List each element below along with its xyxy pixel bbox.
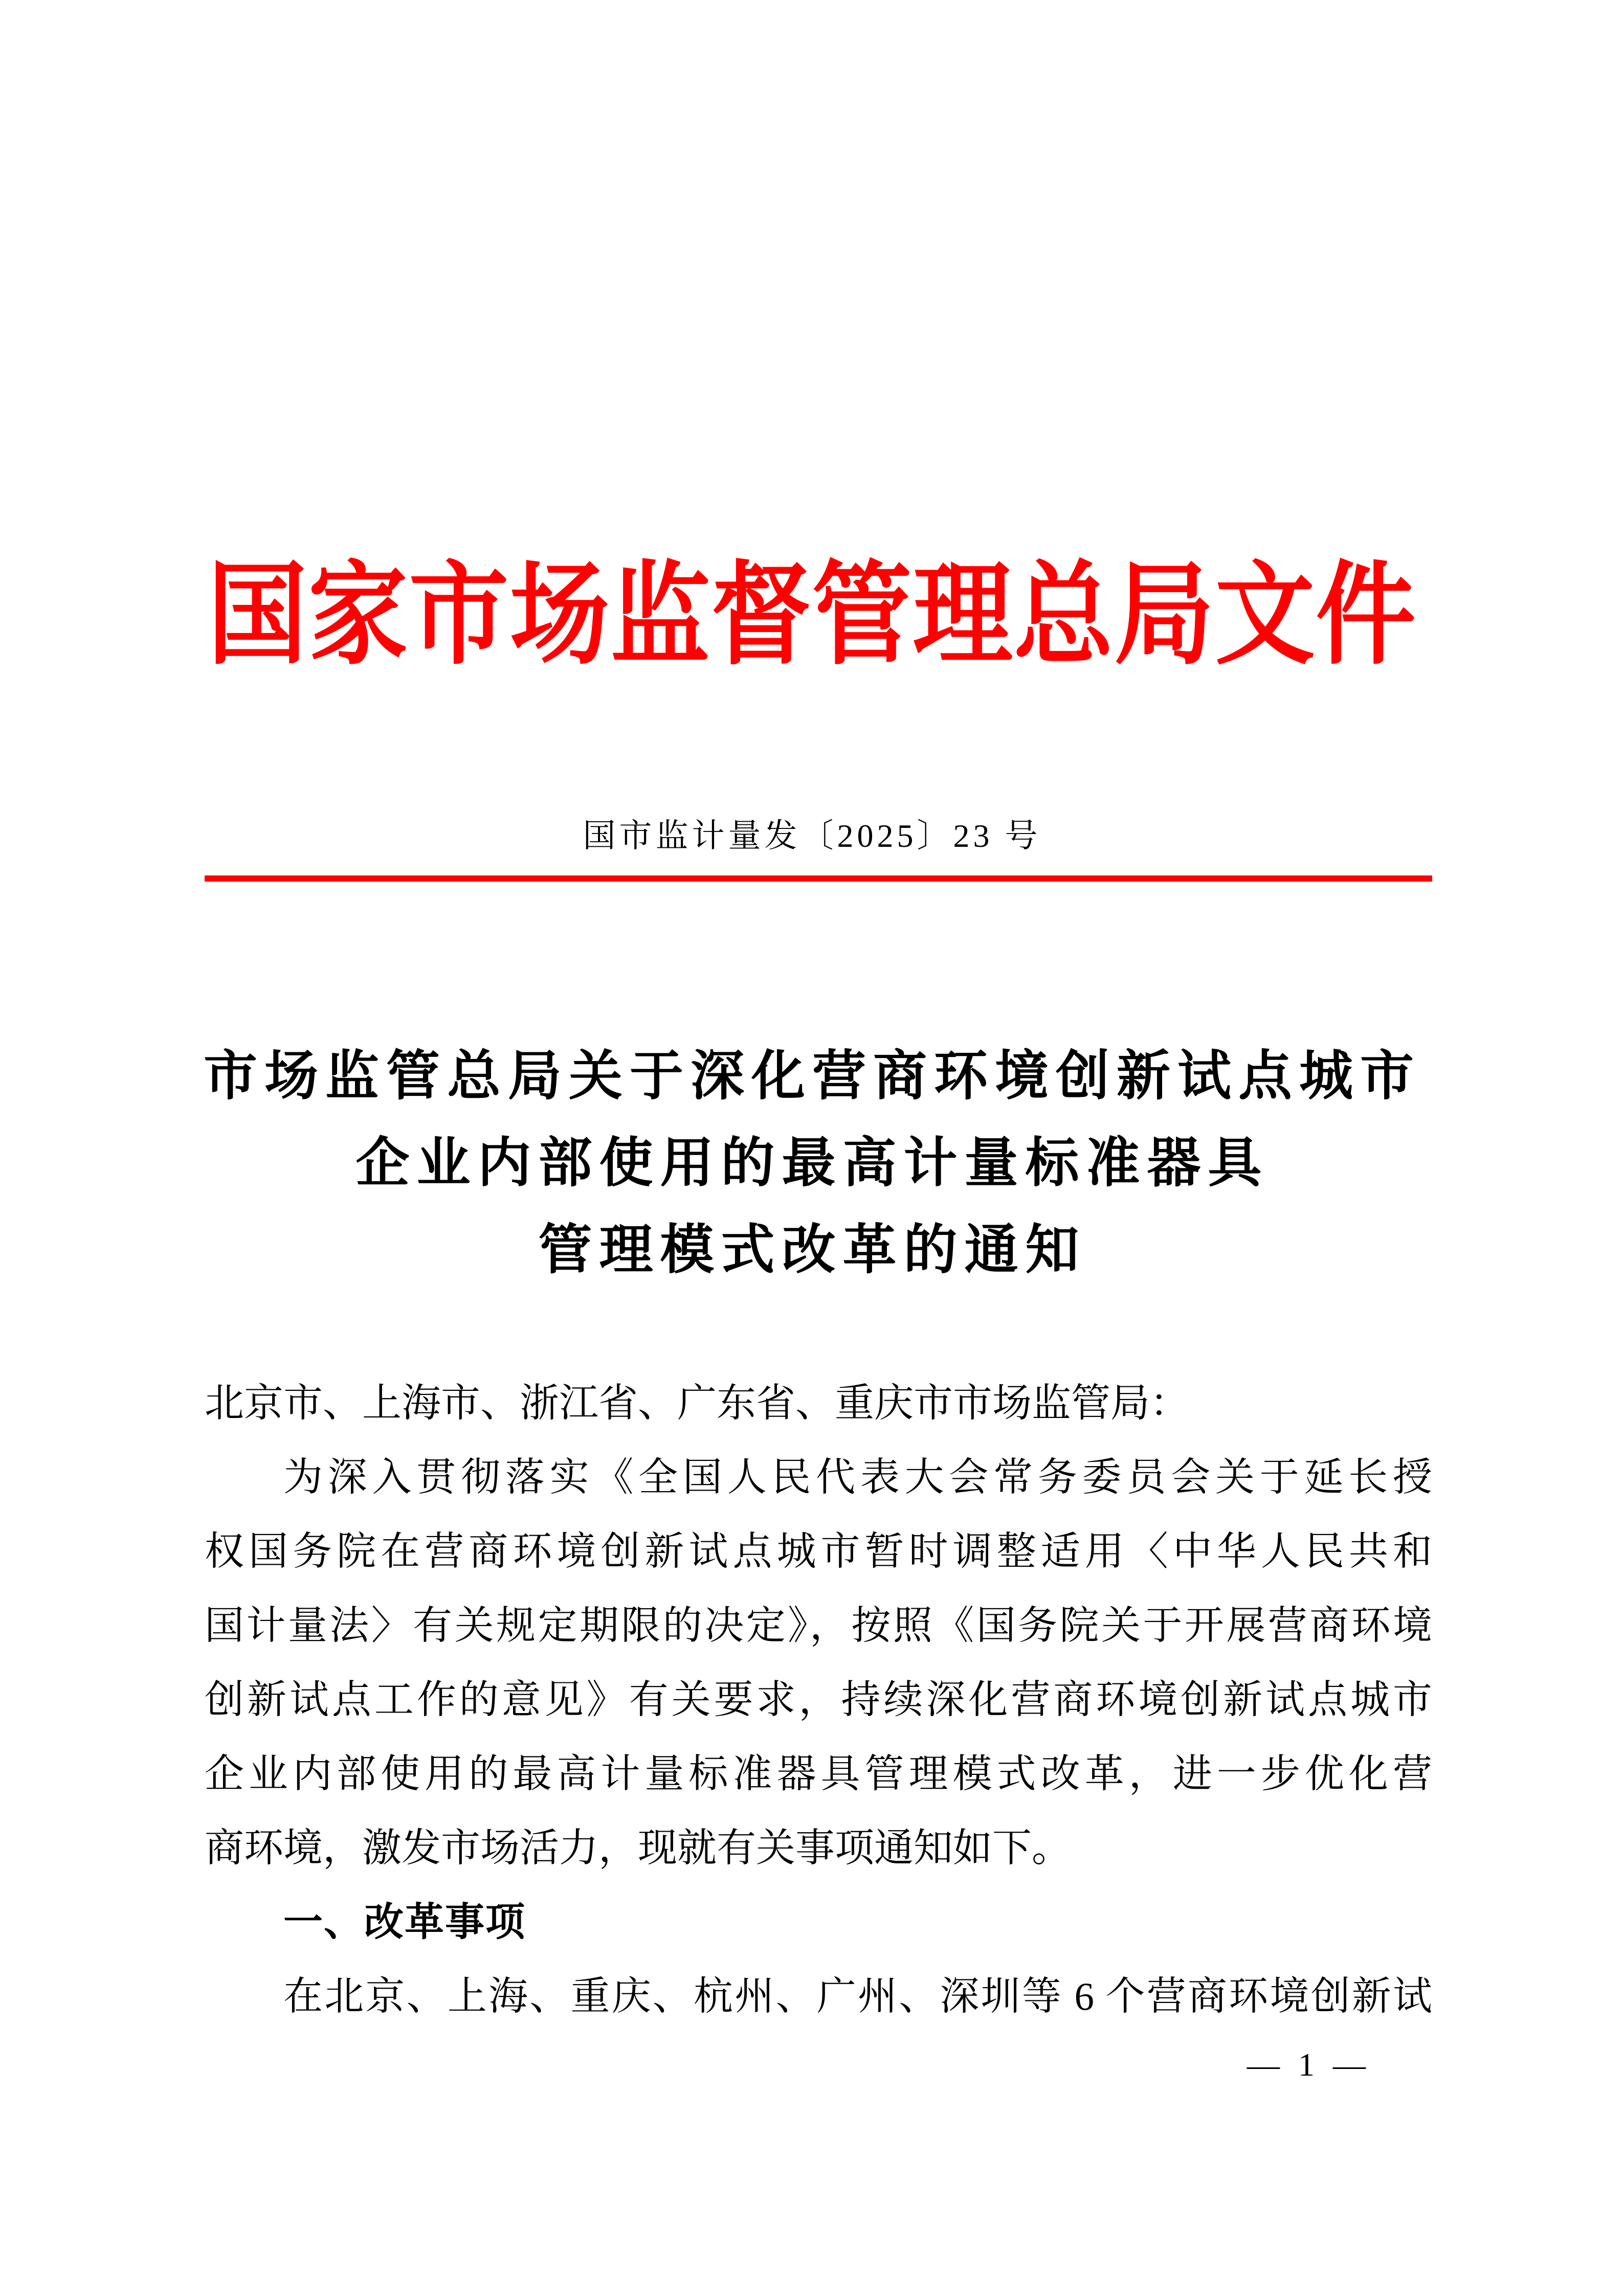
agency-letterhead-title: 国家市场监督管理总局文件 [207, 554, 1417, 678]
paragraph-1-line-5: 企业内部使用的最高计量标准器具管理模式改革，进一步优化营 [205, 1752, 1432, 1796]
red-divider-rule [205, 875, 1432, 882]
addressee-line: 北京市、上海市、浙江省、广东省、重庆市市场监管局： [205, 1381, 1189, 1425]
document-title-line-1: 市场监管总局关于深化营商环境创新试点城市 [203, 1046, 1421, 1106]
paragraph-1-line-2: 权国务院在营商环境创新试点城市暂时调整适用〈中华人民共和 [205, 1529, 1432, 1573]
document-title-line-3: 管理模式改革的通知 [538, 1220, 1086, 1280]
paragraph-1-line-1: 为深入贯彻落实《全国人民代表大会常务委员会关于延长授 [283, 1455, 1432, 1499]
document-reference-number: 国市监计量发〔2025〕23 号 [583, 818, 1041, 854]
document-body [205, 1366, 1432, 2034]
paragraph-1-line-3: 国计量法〉有关规定期限的决定》，按照《国务院关于开展营商环境 [205, 1604, 1432, 1648]
page-number: — 1 — [1247, 2046, 1371, 2083]
document-title-line-2: 企业内部使用的最高计量标准器具 [355, 1133, 1269, 1193]
paragraph-2-line-1: 在北京、上海、重庆、杭州、广州、深圳等 6 个营商环境创新试 [283, 1974, 1432, 2018]
paragraph-1-line-4: 创新试点工作的意见》有关要求，持续深化营商环境创新试点城市 [205, 1678, 1432, 1722]
document-title [198, 1033, 1426, 1294]
paragraph-1-line-6: 商环境，激发市场活力，现就有关事项通知如下。 [205, 1826, 1071, 1870]
section-heading-1: 一、改革事项 [283, 1900, 526, 1944]
